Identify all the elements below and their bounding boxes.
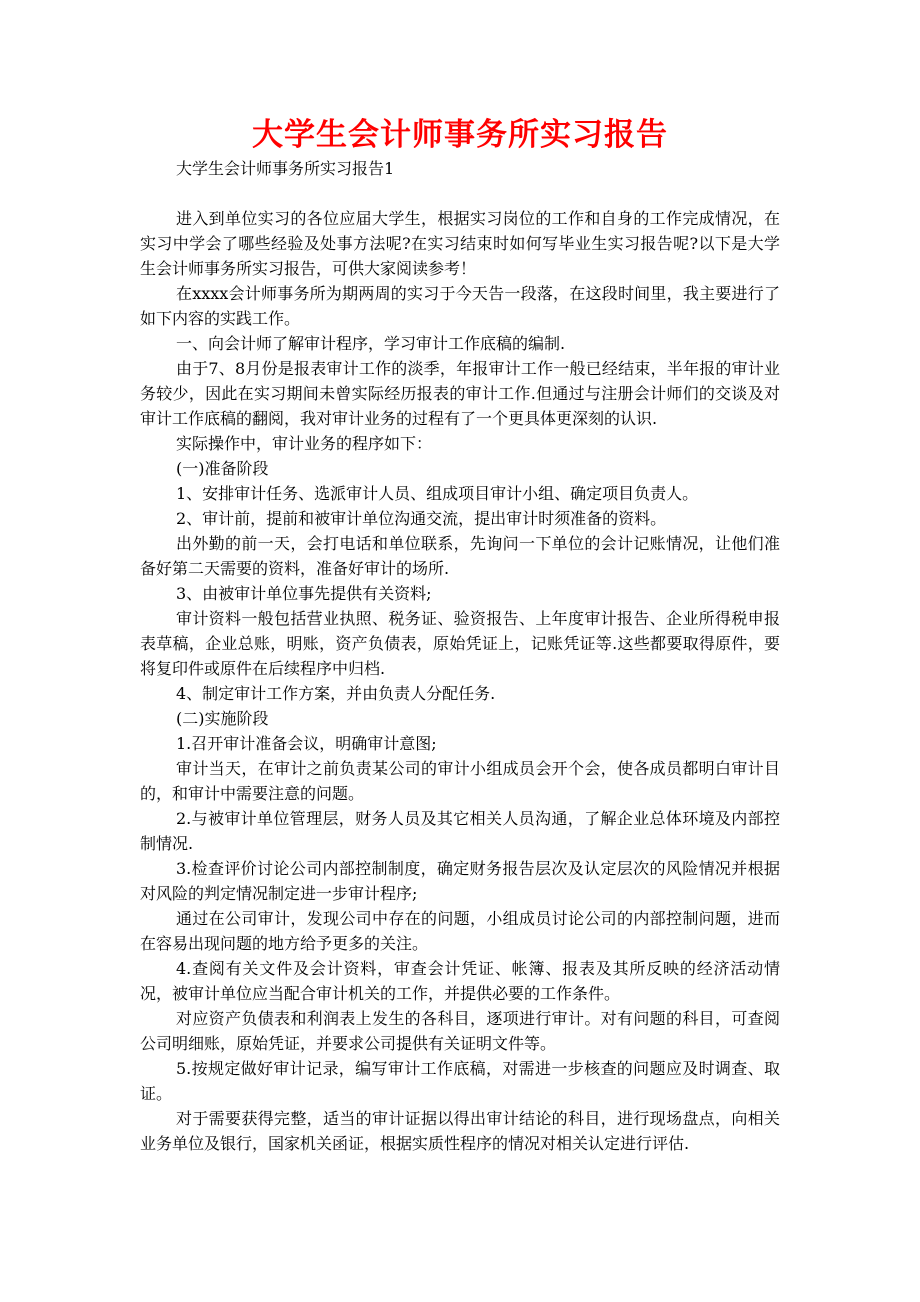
list-item: 3、由被审计单位事先提供有关资料; bbox=[176, 584, 432, 603]
paragraph: 审计当天，在审计之前负责某公司的审计小组成员会开个会，使各成员都明白审计目的，和审计中需要注意的问题。 bbox=[140, 759, 780, 803]
document-subtitle: 大学生会计师事务所实习报告1 bbox=[176, 159, 395, 178]
paragraph: 对于需要获得完整，适当的审计证据以得出审计结论的科目，进行现场盘点，向相关业务单位及银行，国家机关函证，根据实质性程序的情况对相关认定进行评估. bbox=[140, 1109, 780, 1153]
list-item: 4、制定审计工作方案，并由负责人分配任务. bbox=[176, 684, 496, 703]
section-heading-1: 一、向会计师了解审计程序，学习审计工作底稿的编制. bbox=[176, 334, 566, 353]
document-title: 大学生会计师事务所实习报告 bbox=[252, 117, 668, 153]
paragraph: 对应资产负债表和利润表上发生的各科目，逐项进行审计。对有问题的科目，可查阅公司明细账，原始凭证，并要求公司提供有关证明文件等。 bbox=[140, 1009, 780, 1053]
list-item: 2、审计前，提前和被审计单位沟通交流，提出审计时须准备的资料。 bbox=[176, 509, 667, 528]
list-item: 2.与被审计单位管理层，财务人员及其它相关人员沟通，了解企业总体环境及内部控制情况. bbox=[140, 809, 780, 853]
list-item: 3.检查评价讨论公司内部控制制度，确定财务报告层次及认定层次的风险情况并根据对风险的判定情况制定进一步审计程序; bbox=[140, 859, 780, 903]
paragraph-intro: 进入到单位实习的各位应届大学生，根据实习岗位的工作和自身的工作完成情况，在实习中学会了哪些经验及处事方法呢?在实习结束时如何写毕业生实习报告呢?以下是大学生会计师事务所实习报告，可供大家阅读参考！ bbox=[140, 209, 780, 278]
paragraph: 通过在公司审计，发现公司中存在的问题，小组成员讨论公司的内部控制问题，进而在容易出现问题的地方给予更多的关注。 bbox=[140, 909, 780, 953]
paragraph: 在xxxx会计师事务所为期两周的实习于今天告一段落，在这段时间里，我主要进行了如下内容的实践工作。 bbox=[140, 284, 780, 328]
paragraph: 实际操作中，审计业务的程序如下： bbox=[176, 434, 433, 453]
paragraph: 出外勤的前一天，会打电话和单位联系，先询问一下单位的会计记账情况，让他们准备好第二天需要的资料，准备好审计的场所. bbox=[140, 534, 780, 578]
paragraph: 审计资料一般包括营业执照、税务证、验资报告、上年度审计报告、企业所得税申报表草稿，企业总账，明账，资产负债表，原始凭证上，记账凭证等.这些都要取得原件，要将复印件或原件在后续程序中归档. bbox=[140, 609, 780, 678]
document-body bbox=[140, 156, 780, 1156]
list-item: 5.按规定做好审计记录，编写审计工作底稿，对需进一步核查的问题应及时调查、取证。 bbox=[140, 1059, 780, 1103]
paragraph: 由于7、8月份是报表审计工作的淡季，年报审计工作一般已经结束，半年报的审计业务较少，因此在实习期间未曾实际经历报表的审计工作.但通过与注册会计师们的交谈及对审计工作底稿的翻阅，我对审计业务的过程有了一个更具体更深刻的认识. bbox=[140, 359, 780, 428]
subsection-heading-impl: (二)实施阶段 bbox=[176, 709, 269, 728]
list-item: 1、安排审计任务、选派审计人员、组成项目审计小组、确定项目负责人。 bbox=[176, 484, 699, 503]
subsection-heading-prep: (一)准备阶段 bbox=[176, 459, 269, 478]
list-item: 4.查阅有关文件及会计资料，审查会计凭证、帐簿、报表及其所反映的经济活动情况，被审计单位应当配合审计机关的工作，并提供必要的工作条件。 bbox=[140, 959, 780, 1003]
list-item: 1.召开审计准备会议，明确审计意图; bbox=[176, 734, 437, 753]
